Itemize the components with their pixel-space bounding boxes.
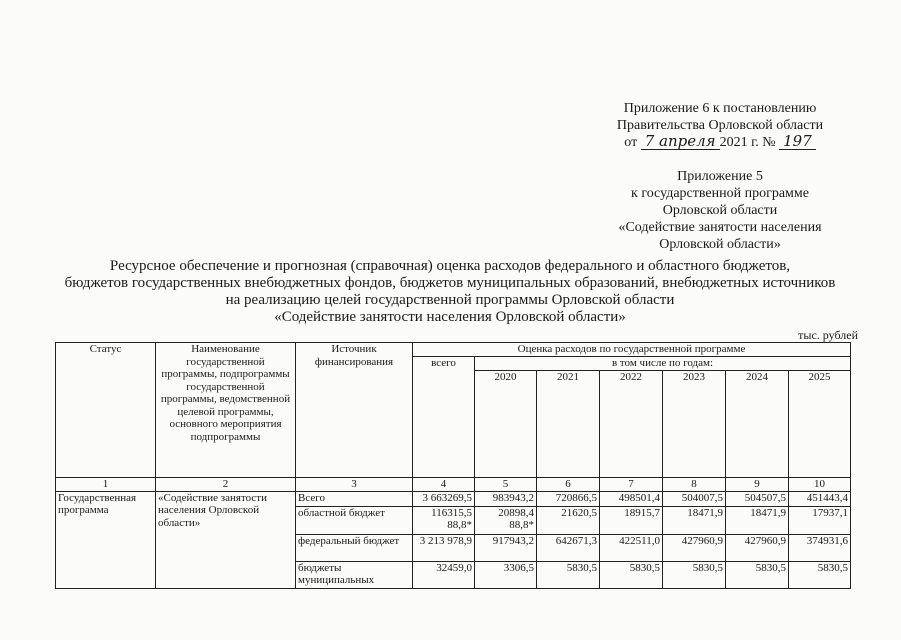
year-cell: 374931,6 — [789, 534, 851, 561]
year-cell: 720866,5 — [537, 491, 600, 506]
year-cell: 5830,5 — [663, 561, 726, 588]
column-number: 6 — [537, 478, 600, 492]
annex-6-line1: Приложение 6 к постановлению — [623, 101, 817, 116]
year-cell: 642671,3 — [537, 534, 600, 561]
year-cell: 5830,5 — [537, 561, 600, 588]
annex-5-line4: «Содействие занятости населения — [618, 220, 822, 235]
source-cell: областной бюджет — [296, 506, 413, 534]
header-year: 2023 — [663, 371, 726, 478]
year-text: 2021 г. № — [719, 135, 776, 150]
source-cell: федеральный бюджет — [296, 534, 413, 561]
year-cell: 5830,5 — [600, 561, 663, 588]
year-cell: 17937,1 — [789, 506, 851, 534]
year-value: 20898,4 — [498, 506, 534, 519]
year-cell: 5830,5 — [789, 561, 851, 588]
from-label: от — [624, 135, 638, 150]
annex-5-line1: Приложение 5 — [677, 169, 763, 184]
column-number: 1 — [56, 478, 156, 492]
year-cell: 504007,5 — [663, 491, 726, 506]
annex-6-block — [590, 100, 850, 151]
year-cell: 422511,0 — [600, 534, 663, 561]
total-value: 116315,5 — [431, 506, 472, 519]
header-year: 2025 — [789, 371, 851, 478]
column-number: 2 — [156, 478, 296, 492]
header-by-years: в том числе по годам: — [475, 357, 851, 371]
annex-5-line3: Орловской области — [662, 203, 778, 218]
header-total: всего — [413, 357, 475, 478]
year-cell: 498501,4 — [600, 491, 663, 506]
total-note: 88,8* — [447, 519, 472, 531]
annex-5-line5: Орловской области» — [659, 237, 781, 252]
status-cell: Государственная программа — [56, 491, 156, 588]
column-number: 5 — [475, 478, 537, 492]
title-line2: бюджетов государственных внебюджетных фондов, бюджетов муниципальных образований, внебюджетных источников — [64, 275, 836, 291]
column-number: 4 — [413, 478, 475, 492]
year-cell: 3306,5 — [475, 561, 537, 588]
year-note: 88,8* — [509, 519, 534, 531]
header-source: Источник финансирования — [296, 343, 413, 478]
program-name-cell: «Содействие занятости населения Орловской области» — [156, 491, 296, 588]
year-cell: 504507,5 — [726, 491, 789, 506]
header-name: Наименование государственной программы, подпрограммы государственной программы, ведомственной целевой программы, основного мероприятия подпрограммы — [156, 343, 296, 478]
year-cell: 18471,9 — [726, 506, 789, 534]
year-cell: 451443,4 — [789, 491, 851, 506]
total-cell: 3 213 978,9 — [413, 534, 475, 561]
annex-6-date-line — [590, 134, 850, 151]
column-number: 9 — [726, 478, 789, 492]
annex-5-block — [590, 168, 850, 253]
title-line3: на реализацию целей государственной программы Орловской области — [225, 292, 675, 308]
year-cell: 5830,5 — [726, 561, 789, 588]
year-cell: 983943,2 — [475, 491, 537, 506]
annex-6-line2: Правительства Орловской области — [616, 118, 824, 133]
resource-table — [55, 342, 851, 589]
column-number: 10 — [789, 478, 851, 492]
source-cell: бюджеты муниципальных — [296, 561, 413, 588]
units-label: тыс. рублей — [798, 328, 858, 342]
source-cell: Всего — [296, 491, 413, 506]
annex-5-line2: к государственной программе — [631, 186, 809, 201]
handwritten-date: 7 апреля — [641, 134, 720, 150]
year-cell: 427960,9 — [726, 534, 789, 561]
year-cell: 917943,2 — [475, 534, 537, 561]
header-year: 2020 — [475, 371, 537, 478]
year-cell: 18471,9 — [663, 506, 726, 534]
header-row-1 — [56, 343, 851, 357]
header-year: 2021 — [537, 371, 600, 478]
column-number: 7 — [600, 478, 663, 492]
title-line1: Ресурсное обеспечение и прогнозная (справочная) оценка расходов федерального и областного бюджетов, — [109, 258, 791, 274]
header-year: 2022 — [600, 371, 663, 478]
total-cell: 32459,0 — [413, 561, 475, 588]
year-cell: 427960,9 — [663, 534, 726, 561]
year-cell — [475, 506, 537, 534]
table-row — [56, 491, 851, 506]
column-number: 3 — [296, 478, 413, 492]
header-estimate: Оценка расходов по государственной программе — [413, 343, 851, 357]
total-cell — [413, 506, 475, 534]
title-line4: «Содействие занятости населения Орловской области» — [274, 309, 626, 325]
total-cell: 3 663269,5 — [413, 491, 475, 506]
document-title — [40, 258, 860, 326]
handwritten-number: 197 — [779, 134, 816, 150]
header-status: Статус — [56, 343, 156, 478]
year-cell: 21620,5 — [537, 506, 600, 534]
column-numbers-row — [56, 478, 851, 492]
column-number: 8 — [663, 478, 726, 492]
header-year: 2024 — [726, 371, 789, 478]
year-cell: 18915,7 — [600, 506, 663, 534]
